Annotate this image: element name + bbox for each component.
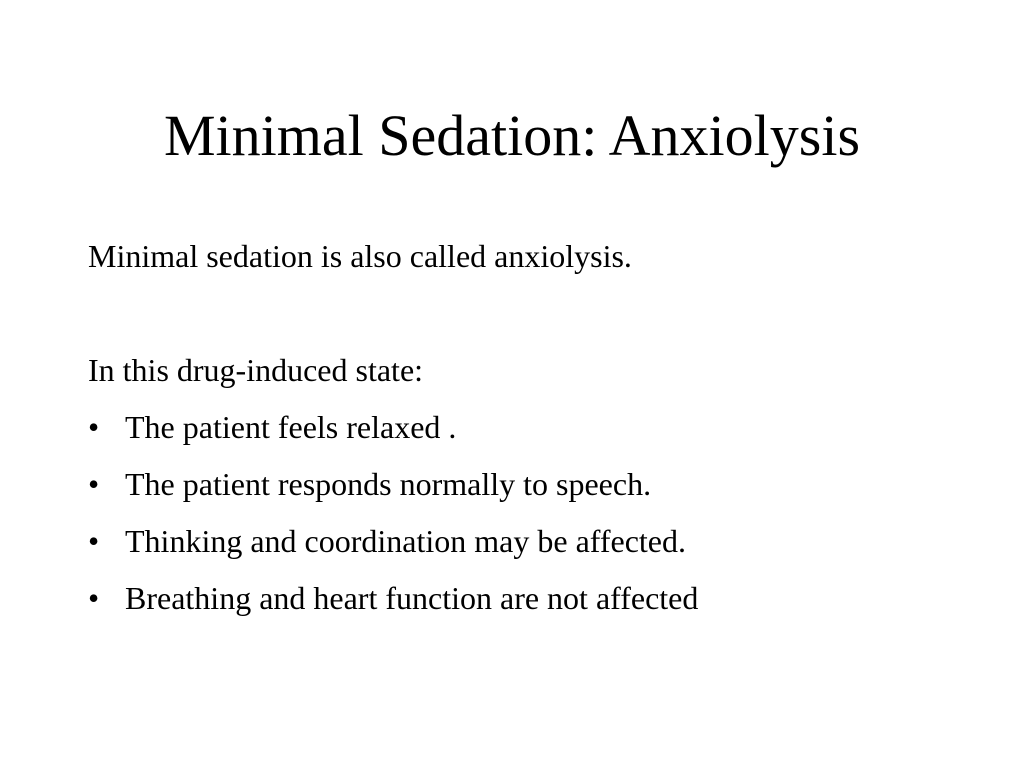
bullet-icon: •	[88, 580, 100, 616]
bullet-item	[88, 570, 968, 627]
slide-title: Minimal Sedation: Anxiolysis	[163, 103, 861, 168]
bullet-text: Breathing and heart function are not affected	[125, 580, 699, 616]
bullet-item	[88, 456, 968, 513]
bullet-text: The patient responds normally to speech.	[125, 466, 652, 502]
bullet-icon: •	[88, 523, 100, 559]
bullet-icon: •	[88, 466, 100, 502]
bullet-item	[88, 399, 968, 456]
intro-text: Minimal sedation is also called anxiolysis.	[88, 238, 632, 274]
lead-text: In this drug-induced state:	[88, 352, 424, 388]
bullet-list	[88, 399, 968, 627]
bullet-text: The patient feels relaxed .	[125, 409, 457, 445]
slide-body	[88, 228, 968, 627]
bullet-item	[88, 513, 968, 570]
bullet-icon: •	[88, 409, 100, 445]
paragraph-spacer	[88, 285, 968, 342]
bullet-text: Thinking and coordination may be affected.	[125, 523, 686, 559]
